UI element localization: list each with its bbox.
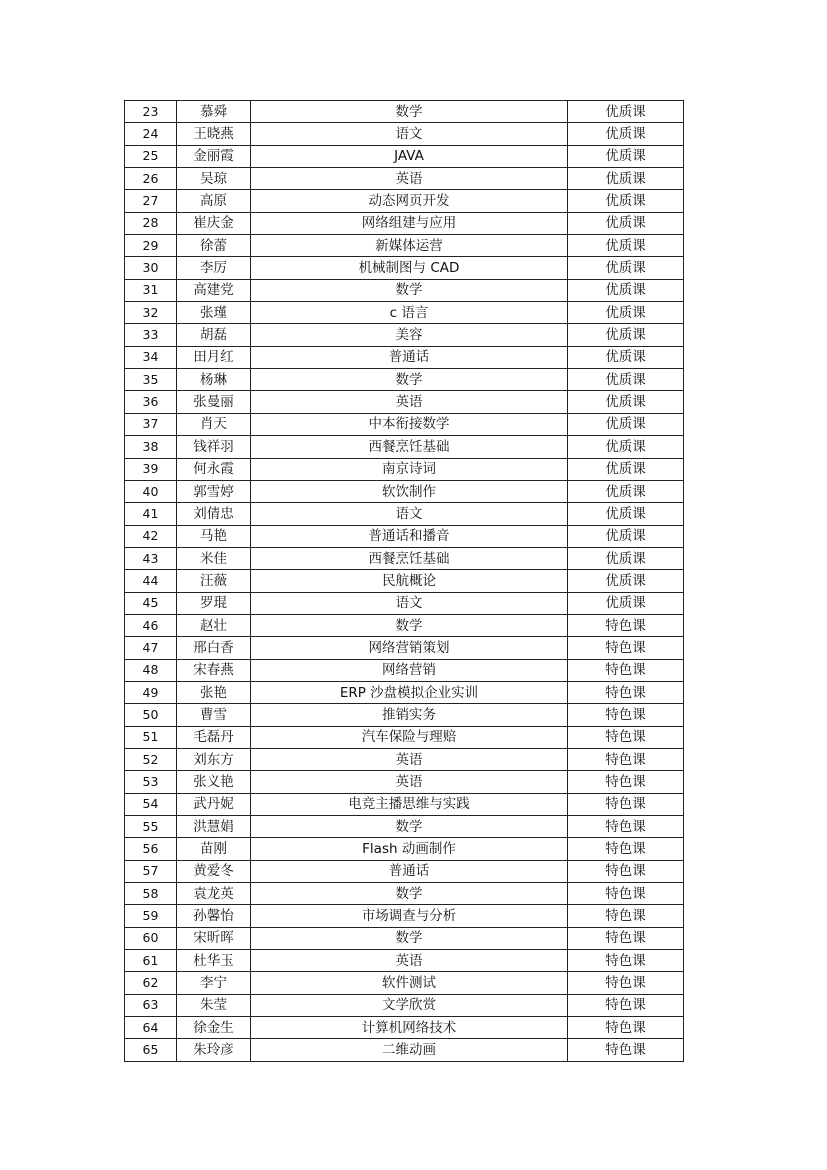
table-body <box>125 101 684 1062</box>
cell-number: 28 <box>125 212 177 234</box>
cell-teacher-name: 张艳 <box>177 681 251 703</box>
table-row <box>125 168 684 190</box>
cell-teacher-name: 钱祥羽 <box>177 436 251 458</box>
cell-course-name: 数学 <box>251 279 568 301</box>
cell-course-name: 电竞主播思维与实践 <box>251 793 568 815</box>
cell-course-name: 西餐烹饪基础 <box>251 547 568 569</box>
cell-course-type: 优质课 <box>568 391 684 413</box>
cell-teacher-name: 何永霞 <box>177 458 251 480</box>
cell-number: 64 <box>125 1017 177 1039</box>
cell-course-name: Flash 动画制作 <box>251 838 568 860</box>
cell-number: 45 <box>125 592 177 614</box>
cell-teacher-name: 杨琳 <box>177 369 251 391</box>
cell-course-type: 优质课 <box>568 436 684 458</box>
cell-course-name: 推销实务 <box>251 704 568 726</box>
cell-course-name: 民航概论 <box>251 570 568 592</box>
cell-course-name: 数学 <box>251 614 568 636</box>
cell-course-name: 二维动画 <box>251 1039 568 1061</box>
cell-number: 52 <box>125 748 177 770</box>
cell-number: 26 <box>125 168 177 190</box>
cell-number: 23 <box>125 101 177 123</box>
cell-teacher-name: 吴琼 <box>177 168 251 190</box>
cell-course-type: 优质课 <box>568 145 684 167</box>
cell-course-name: 网络营销策划 <box>251 637 568 659</box>
table-row <box>125 458 684 480</box>
cell-course-type: 优质课 <box>568 257 684 279</box>
cell-number: 50 <box>125 704 177 726</box>
cell-course-type: 优质课 <box>568 190 684 212</box>
cell-course-type: 优质课 <box>568 503 684 525</box>
cell-teacher-name: 张瑾 <box>177 302 251 324</box>
cell-course-type: 特色课 <box>568 681 684 703</box>
cell-course-name: 网络组建与应用 <box>251 212 568 234</box>
cell-course-name: 文学欣赏 <box>251 994 568 1016</box>
table-row <box>125 346 684 368</box>
cell-course-name: 南京诗词 <box>251 458 568 480</box>
table-row <box>125 413 684 435</box>
cell-course-type: 特色课 <box>568 637 684 659</box>
cell-teacher-name: 汪薇 <box>177 570 251 592</box>
cell-teacher-name: 毛磊丹 <box>177 726 251 748</box>
cell-number: 61 <box>125 950 177 972</box>
cell-course-type: 特色课 <box>568 771 684 793</box>
cell-teacher-name: 刘倩忠 <box>177 503 251 525</box>
cell-course-name: 语文 <box>251 123 568 145</box>
cell-number: 36 <box>125 391 177 413</box>
cell-number: 47 <box>125 637 177 659</box>
cell-teacher-name: 赵壮 <box>177 614 251 636</box>
table-row <box>125 793 684 815</box>
cell-course-type: 特色课 <box>568 614 684 636</box>
cell-number: 42 <box>125 525 177 547</box>
cell-number: 56 <box>125 838 177 860</box>
table-row <box>125 525 684 547</box>
cell-course-name: 软饮制作 <box>251 480 568 502</box>
cell-number: 60 <box>125 927 177 949</box>
table-row <box>125 927 684 949</box>
cell-teacher-name: 米佳 <box>177 547 251 569</box>
table-row <box>125 480 684 502</box>
table-row <box>125 235 684 257</box>
table-row <box>125 190 684 212</box>
cell-course-type: 优质课 <box>568 168 684 190</box>
cell-course-name: 汽车保险与理赔 <box>251 726 568 748</box>
cell-number: 27 <box>125 190 177 212</box>
cell-course-name: 网络营销 <box>251 659 568 681</box>
cell-teacher-name: 袁龙英 <box>177 883 251 905</box>
cell-number: 53 <box>125 771 177 793</box>
cell-teacher-name: 李厉 <box>177 257 251 279</box>
cell-number: 30 <box>125 257 177 279</box>
cell-course-type: 特色课 <box>568 994 684 1016</box>
table-row <box>125 369 684 391</box>
table-row <box>125 570 684 592</box>
cell-number: 49 <box>125 681 177 703</box>
cell-course-name: 软件测试 <box>251 972 568 994</box>
cell-teacher-name: 刘东方 <box>177 748 251 770</box>
table-row <box>125 1017 684 1039</box>
table-row <box>125 681 684 703</box>
table-row <box>125 816 684 838</box>
table-row <box>125 503 684 525</box>
cell-course-type: 优质课 <box>568 369 684 391</box>
table-row <box>125 771 684 793</box>
cell-number: 44 <box>125 570 177 592</box>
cell-teacher-name: 曹雪 <box>177 704 251 726</box>
cell-course-type: 特色课 <box>568 860 684 882</box>
cell-number: 65 <box>125 1039 177 1061</box>
cell-number: 48 <box>125 659 177 681</box>
cell-course-type: 特色课 <box>568 726 684 748</box>
cell-teacher-name: 洪慧娟 <box>177 816 251 838</box>
cell-course-type: 特色课 <box>568 905 684 927</box>
cell-number: 54 <box>125 793 177 815</box>
cell-teacher-name: 崔庆金 <box>177 212 251 234</box>
cell-course-type: 特色课 <box>568 838 684 860</box>
cell-number: 34 <box>125 346 177 368</box>
cell-number: 58 <box>125 883 177 905</box>
table-row <box>125 279 684 301</box>
cell-number: 24 <box>125 123 177 145</box>
table-row <box>125 123 684 145</box>
cell-teacher-name: 宋春燕 <box>177 659 251 681</box>
table-row <box>125 659 684 681</box>
cell-course-name: 普通话 <box>251 860 568 882</box>
cell-number: 40 <box>125 480 177 502</box>
cell-number: 29 <box>125 235 177 257</box>
cell-teacher-name: 宋昕晖 <box>177 927 251 949</box>
cell-course-type: 优质课 <box>568 525 684 547</box>
cell-course-name: 语文 <box>251 592 568 614</box>
cell-teacher-name: 胡磊 <box>177 324 251 346</box>
cell-teacher-name: 徐金生 <box>177 1017 251 1039</box>
cell-course-type: 特色课 <box>568 748 684 770</box>
table-row <box>125 101 684 123</box>
cell-course-name: 市场调查与分析 <box>251 905 568 927</box>
cell-teacher-name: 金丽霞 <box>177 145 251 167</box>
cell-course-type: 特色课 <box>568 816 684 838</box>
table-row <box>125 838 684 860</box>
cell-teacher-name: 杜华玉 <box>177 950 251 972</box>
cell-course-type: 特色课 <box>568 659 684 681</box>
course-table <box>124 100 684 1062</box>
cell-teacher-name: 罗琨 <box>177 592 251 614</box>
cell-course-type: 优质课 <box>568 458 684 480</box>
cell-teacher-name: 孙馨怡 <box>177 905 251 927</box>
table-row <box>125 436 684 458</box>
table-row <box>125 324 684 346</box>
cell-teacher-name: 黄爱冬 <box>177 860 251 882</box>
cell-number: 31 <box>125 279 177 301</box>
cell-course-type: 优质课 <box>568 480 684 502</box>
cell-course-name: 数学 <box>251 883 568 905</box>
table-row <box>125 748 684 770</box>
cell-teacher-name: 朱莹 <box>177 994 251 1016</box>
cell-course-name: 数学 <box>251 816 568 838</box>
cell-teacher-name: 张曼丽 <box>177 391 251 413</box>
cell-course-type: 特色课 <box>568 704 684 726</box>
cell-course-type: 特色课 <box>568 883 684 905</box>
cell-number: 62 <box>125 972 177 994</box>
cell-number: 38 <box>125 436 177 458</box>
cell-course-type: 特色课 <box>568 927 684 949</box>
table-row <box>125 905 684 927</box>
cell-course-name: JAVA <box>251 145 568 167</box>
cell-course-name: 普通话 <box>251 346 568 368</box>
cell-number: 33 <box>125 324 177 346</box>
cell-number: 46 <box>125 614 177 636</box>
cell-teacher-name: 高建党 <box>177 279 251 301</box>
cell-course-name: 英语 <box>251 168 568 190</box>
cell-course-type: 优质课 <box>568 212 684 234</box>
cell-teacher-name: 李宁 <box>177 972 251 994</box>
table-row <box>125 637 684 659</box>
table-row <box>125 883 684 905</box>
table-row <box>125 257 684 279</box>
cell-course-type: 特色课 <box>568 1017 684 1039</box>
table-row <box>125 391 684 413</box>
cell-teacher-name: 慕舜 <box>177 101 251 123</box>
cell-teacher-name: 王晓燕 <box>177 123 251 145</box>
cell-course-type: 优质课 <box>568 547 684 569</box>
cell-course-name: 英语 <box>251 391 568 413</box>
cell-course-type: 优质课 <box>568 570 684 592</box>
cell-course-name: 语文 <box>251 503 568 525</box>
cell-teacher-name: 张义艳 <box>177 771 251 793</box>
cell-course-type: 优质课 <box>568 346 684 368</box>
table-row <box>125 994 684 1016</box>
cell-course-name: 英语 <box>251 771 568 793</box>
cell-number: 51 <box>125 726 177 748</box>
cell-number: 57 <box>125 860 177 882</box>
cell-course-type: 优质课 <box>568 413 684 435</box>
cell-teacher-name: 马艳 <box>177 525 251 547</box>
cell-course-type: 特色课 <box>568 1039 684 1061</box>
cell-teacher-name: 郭雪婷 <box>177 480 251 502</box>
cell-course-type: 特色课 <box>568 950 684 972</box>
cell-course-name: 中本衔接数学 <box>251 413 568 435</box>
cell-course-type: 优质课 <box>568 101 684 123</box>
cell-number: 41 <box>125 503 177 525</box>
table-row <box>125 860 684 882</box>
cell-number: 43 <box>125 547 177 569</box>
cell-course-name: 西餐烹饪基础 <box>251 436 568 458</box>
cell-course-name: 英语 <box>251 950 568 972</box>
cell-course-name: 数学 <box>251 927 568 949</box>
cell-number: 63 <box>125 994 177 1016</box>
table-row <box>125 547 684 569</box>
table-row <box>125 726 684 748</box>
cell-teacher-name: 高原 <box>177 190 251 212</box>
cell-course-type: 优质课 <box>568 592 684 614</box>
cell-course-name: c 语言 <box>251 302 568 324</box>
cell-course-name: 数学 <box>251 369 568 391</box>
cell-course-name: 机械制图与 CAD <box>251 257 568 279</box>
table-row <box>125 704 684 726</box>
cell-teacher-name: 肖天 <box>177 413 251 435</box>
cell-course-name: 数学 <box>251 101 568 123</box>
table-row <box>125 592 684 614</box>
table-row <box>125 145 684 167</box>
table-row <box>125 950 684 972</box>
cell-course-name: ERP 沙盘模拟企业实训 <box>251 681 568 703</box>
cell-number: 55 <box>125 816 177 838</box>
table-row <box>125 302 684 324</box>
cell-number: 35 <box>125 369 177 391</box>
cell-course-name: 计算机网络技术 <box>251 1017 568 1039</box>
cell-number: 59 <box>125 905 177 927</box>
cell-course-name: 动态网页开发 <box>251 190 568 212</box>
cell-number: 39 <box>125 458 177 480</box>
cell-teacher-name: 苗刚 <box>177 838 251 860</box>
cell-course-name: 普通话和播音 <box>251 525 568 547</box>
table-row <box>125 212 684 234</box>
cell-course-type: 优质课 <box>568 235 684 257</box>
table-row <box>125 1039 684 1061</box>
cell-teacher-name: 武丹妮 <box>177 793 251 815</box>
cell-course-type: 特色课 <box>568 793 684 815</box>
cell-course-name: 新媒体运营 <box>251 235 568 257</box>
table-row <box>125 972 684 994</box>
cell-teacher-name: 朱玲彦 <box>177 1039 251 1061</box>
cell-course-type: 特色课 <box>568 972 684 994</box>
cell-number: 32 <box>125 302 177 324</box>
cell-course-name: 美容 <box>251 324 568 346</box>
cell-course-type: 优质课 <box>568 279 684 301</box>
cell-teacher-name: 徐蕾 <box>177 235 251 257</box>
table-row <box>125 614 684 636</box>
cell-number: 25 <box>125 145 177 167</box>
cell-course-type: 优质课 <box>568 123 684 145</box>
cell-course-type: 优质课 <box>568 302 684 324</box>
cell-course-type: 优质课 <box>568 324 684 346</box>
cell-number: 37 <box>125 413 177 435</box>
cell-teacher-name: 邢白香 <box>177 637 251 659</box>
cell-teacher-name: 田月红 <box>177 346 251 368</box>
cell-course-name: 英语 <box>251 748 568 770</box>
